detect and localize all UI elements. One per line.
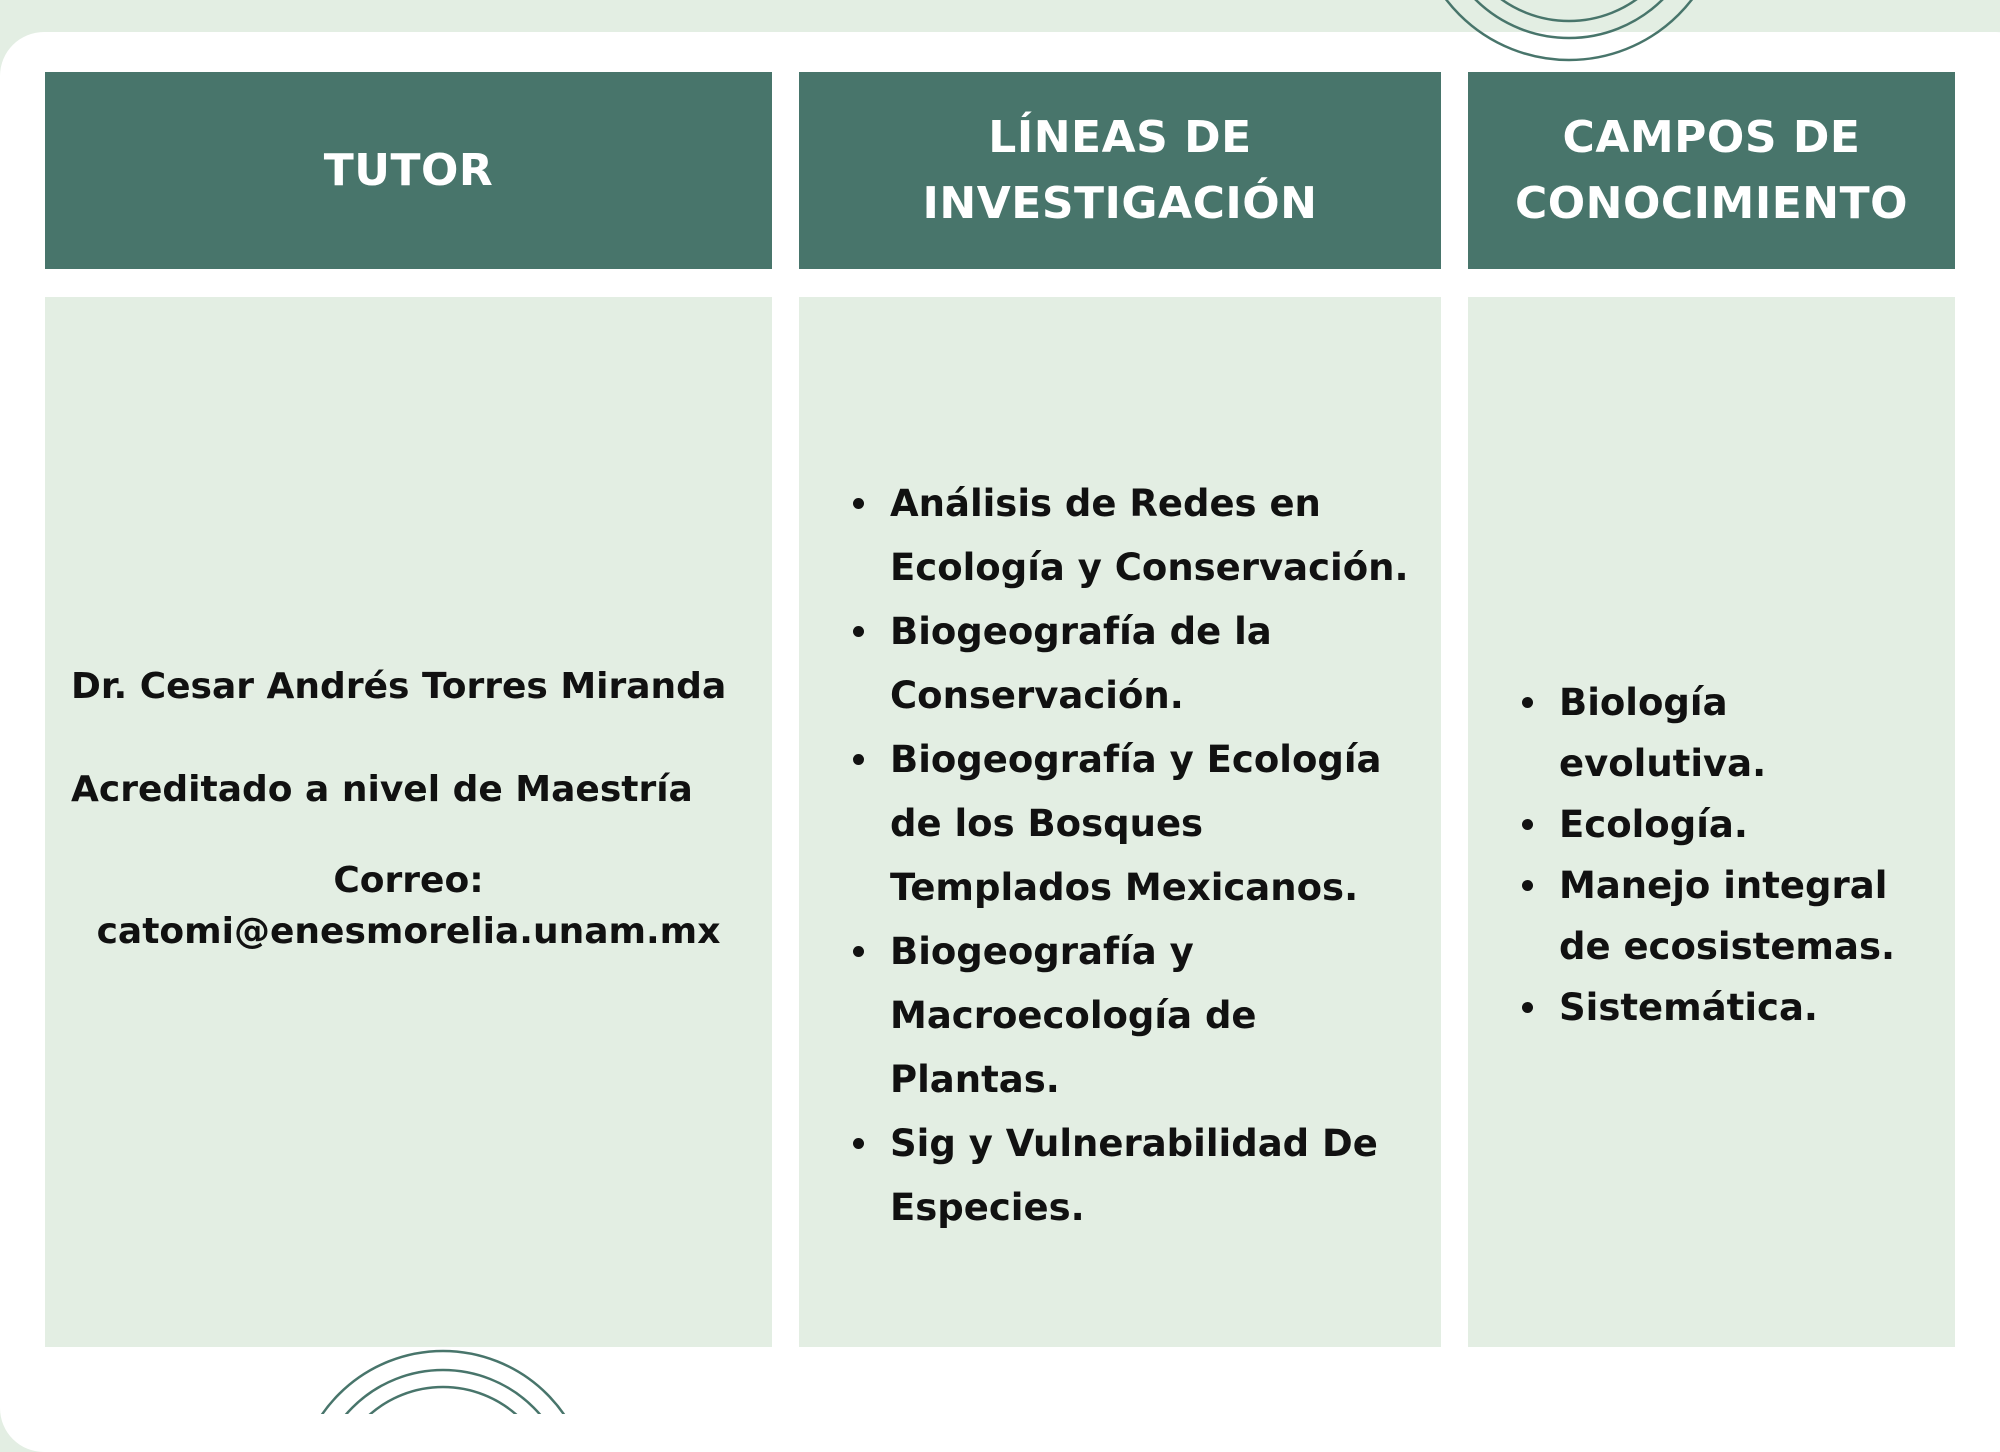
list-item: Sig y Vulnerabilidad De Especies. — [850, 1112, 1417, 1240]
tutor-name: Dr. Cesar Andrés Torres Miranda — [71, 666, 727, 707]
email-address: catomi@enesmorelia.unam.mx — [96, 911, 721, 952]
list-item: Biología evolutiva. — [1519, 672, 1937, 794]
header-lineas-label: LÍNEAS DE INVESTIGACIÓN — [922, 111, 1318, 229]
tutor-accreditation: Acreditado a nivel de Maestría — [71, 769, 693, 810]
panel-tutor — [45, 297, 772, 1347]
knowledge-fields-list — [1519, 672, 1937, 1038]
email-label: Correo: — [333, 860, 484, 901]
research-lines-list — [850, 472, 1417, 1240]
list-item: Manejo integral de ecosistemas. — [1519, 855, 1937, 977]
list-item: Ecología. — [1519, 794, 1937, 855]
tutor-info — [71, 662, 746, 957]
list-item: Biogeografía y Ecología de los Bosques Templados Mexicanos. — [850, 728, 1417, 920]
list-item: Análisis de Redes en Ecología y Conservación. — [850, 472, 1417, 600]
list-item: Sistemática. — [1519, 977, 1937, 1038]
list-item: Biogeografía de la Conservación. — [850, 600, 1417, 728]
header-campos — [1468, 72, 1955, 269]
header-tutor-label: TUTOR — [323, 144, 494, 196]
header-campos-line2: CONOCIMIENTO — [1514, 177, 1909, 229]
header-campos-line1: CAMPOS DE — [1562, 111, 1861, 163]
header-lineas — [799, 72, 1441, 269]
tutor-contact — [71, 855, 746, 957]
panel-lineas — [799, 297, 1441, 1347]
panel-campos — [1468, 297, 1955, 1347]
list-item: Biogeografía y Macroecología de Plantas. — [850, 920, 1417, 1112]
header-campos-label — [1515, 105, 1908, 237]
header-tutor — [45, 72, 772, 269]
